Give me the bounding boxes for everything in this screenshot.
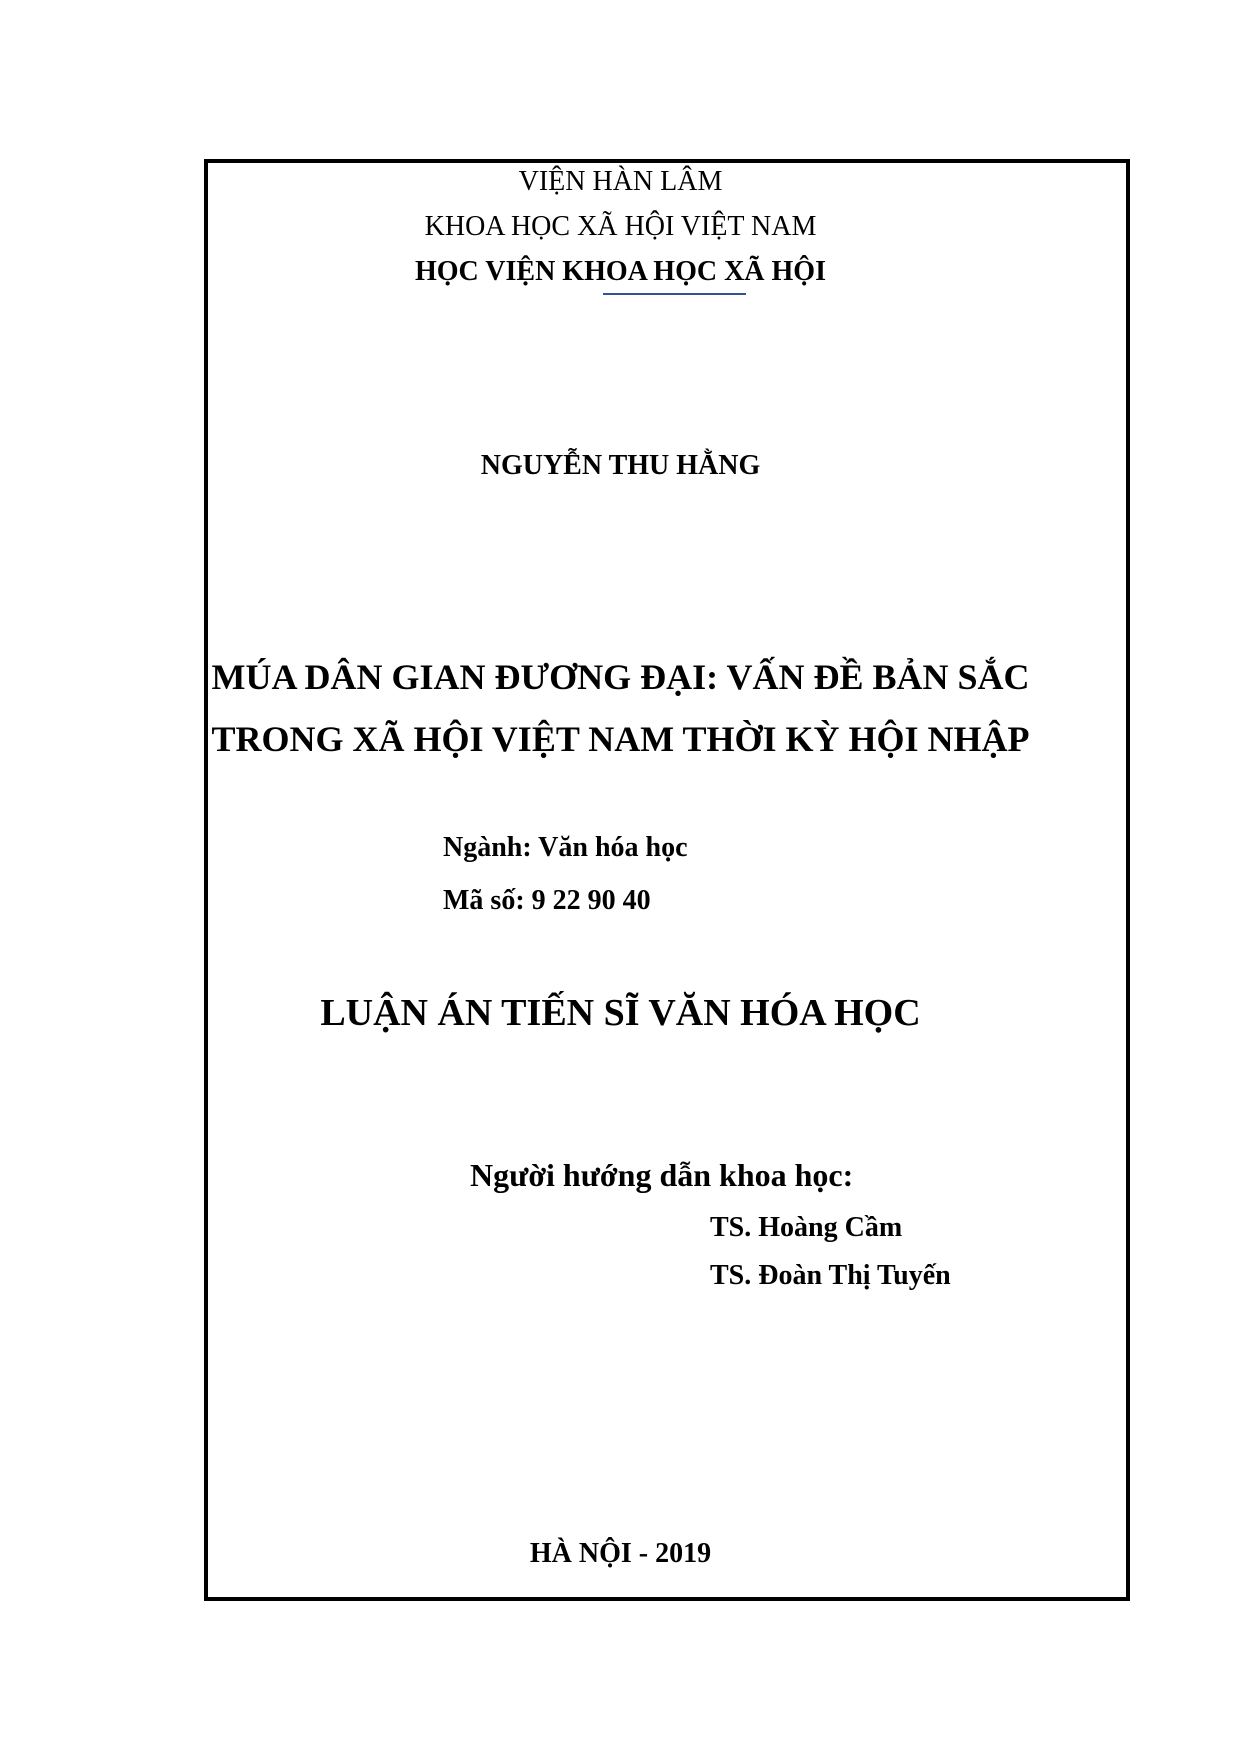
advisor-name: TS. Hoàng Cầm [710,1212,903,1243]
degree-title: LUẬN ÁN TIẾN SĨ VĂN HÓA HỌC [320,992,921,1034]
author-name: NGUYỄN THU HẰNG [480,450,761,481]
thesis-title-line-2: TRONG XÃ HỘI VIỆT NAM THỜI KỲ HỘI NHẬP [211,719,1030,759]
institution-line-3: HỌC VIỆN KHOA HỌC XÃ HỘI [415,256,826,287]
page-border-frame [204,159,1130,1601]
major-field: Ngành: Văn hóa học [443,832,688,863]
institution-line-1: VIỆN HÀN LÂM [518,166,723,197]
institution-line-2: KHOA HỌC XÃ HỘI VIỆT NAM [424,211,817,242]
thesis-title-line-1: MÚA DÂN GIAN ĐƯƠNG ĐẠI: VẤN ĐỀ BẢN SẮC [211,657,1030,697]
advisor-name: TS. Đoàn Thị Tuyến [710,1260,951,1291]
advisors-label: Người hướng dẫn khoa học: [470,1157,854,1193]
place-year: HÀ NỘI - 2019 [529,1538,712,1569]
major-code: Mã số: 9 22 90 40 [443,885,651,916]
institution-underline [603,293,746,295]
